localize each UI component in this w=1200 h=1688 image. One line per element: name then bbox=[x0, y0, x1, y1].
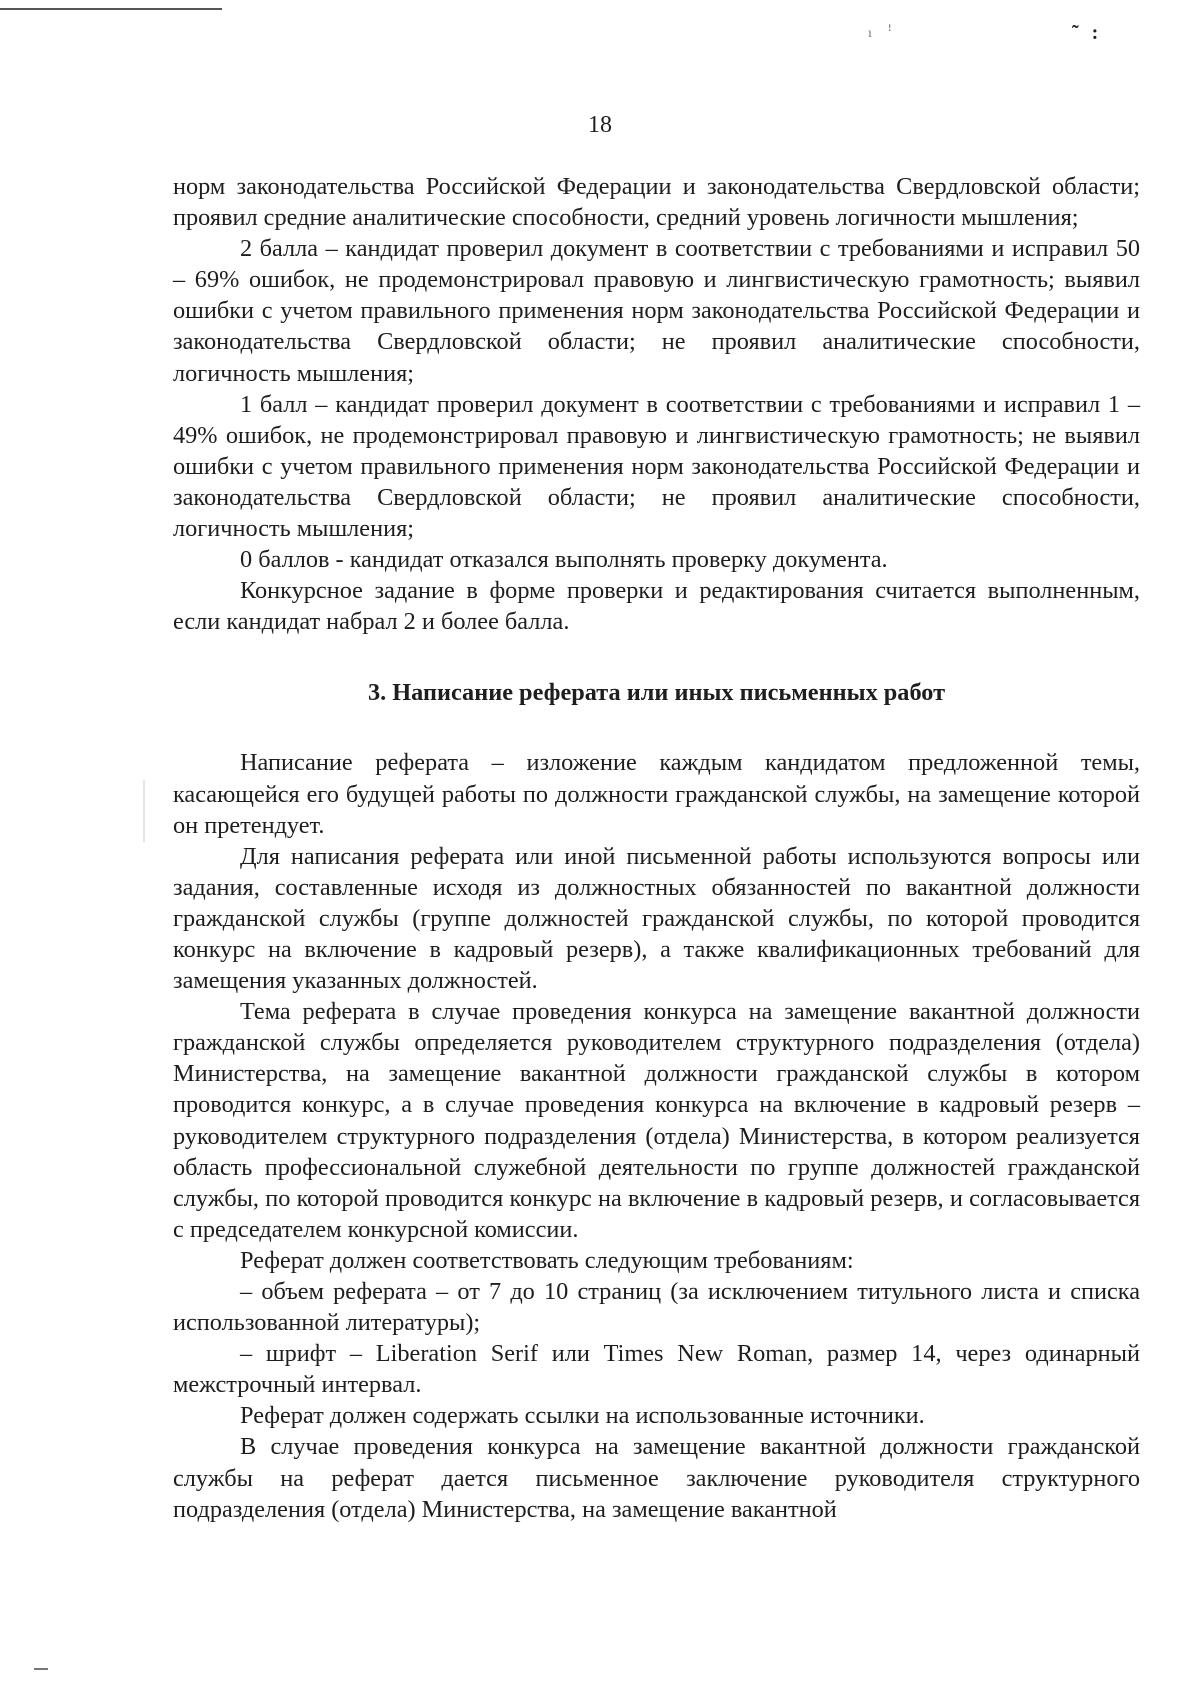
section-heading: 3. Написание реферата или иных письменных работ bbox=[367, 679, 946, 707]
list-item-font: – шрифт – Liberation Serif или Times New Roman, размер 14, через одинарный межстрочный интервал. bbox=[173, 1340, 1140, 1399]
paragraph-requirements-intro: Реферат должен соответствовать следующим требованиям: bbox=[240, 1246, 854, 1274]
scan-artifact-dash bbox=[34, 1668, 48, 1670]
paragraph-score-2: 2 балла – кандидат проверил документ в соответствии с требованиями и исправил 50 – 69% ошибок, не продемонстрировал правовую и лингвистическую грамотность; выявил ошибки с учетом правильного применения норм законодательства Российской Федерации и законодательства Свердловской области; не проявил аналитические способности, логичность мышления; bbox=[173, 235, 1140, 387]
scan-artifact-smudge bbox=[143, 780, 145, 842]
paragraph-references: Реферат должен содержать ссылки на использованные источники. bbox=[240, 1402, 925, 1430]
paragraph-completion-rule: Конкурсное задание в форме проверки и редактирования считается выполненным, если кандидат набрал 2 и более балла. bbox=[173, 577, 1140, 636]
paragraph-score-1: 1 балл – кандидат проверил документ в соответствии с требованиями и исправил 1 – 49% ошибок, не продемонстрировал правовую и лингвистическую грамотность; не выявил ошибки с учетом правильного применения норм законодательства Российской Федерации и законодательства Свердловской области; не проявил аналитические способности, логичность мышления; bbox=[173, 390, 1140, 543]
scan-artifact-line bbox=[0, 8, 222, 10]
paragraph-score-0: 0 баллов - кандидат отказался выполнять проверку документа. bbox=[240, 546, 888, 574]
paragraph-conclusion: В случае проведения конкурса на замещение вакантной должности гражданской службы на реферат дается письменное заключение руководителя структурного подразделения (отдела) Министерства, на замещение вакантной bbox=[173, 1433, 1140, 1523]
paragraph-definition: Написание реферата – изложение каждым кандидатом предложенной темы, касающейся его будущей работы по должности гражданской службы, на замещение которой он претендует. bbox=[173, 749, 1140, 839]
paragraph-continuation: норм законодательства Российской Федерации и законодательства Свердловской области; проявил средние аналитические способности, средний уровень логичности мышления; bbox=[173, 173, 1140, 232]
paragraph-topic: Тема реферата в случае проведения конкурса на замещение вакантной должности гражданской службы определяется руководителем структурного подразделения (отдела) Министерства, на замещение вакантной должности гражданской службы в котором проводится конкурс, а в случае проведения конкурса на включение в кадровый резерв – руководителем структурного подразделения (отдела) Министерства, в котором реализуется область профессиональной служебной деятельности по группе должностей гражданской службы, по которой проводится конкурс на включение в кадровый резерв, и согласовывается с председателем конкурсной комиссии. bbox=[173, 998, 1140, 1243]
paragraph-questions: Для написания реферата или иной письменной работы используются вопросы или задания, составленные исходя из должностных обязанностей по вакантной должности гражданской службы (группе должностей гражданской службы, по которой проводится конкурс на включение в кадровый резерв), а также квалификационных требований для замещения указанных должностей. bbox=[173, 842, 1140, 995]
page-number: 18 bbox=[588, 112, 612, 138]
scan-artifact-marks: ı ꜝ bbox=[868, 26, 899, 41]
document-body bbox=[173, 171, 1140, 1525]
scan-artifact-marks: ˜ : bbox=[1072, 22, 1103, 44]
list-item-volume: – объем реферата – от 7 до 10 страниц (за исключением титульного листа и списка использованной литературы); bbox=[173, 1278, 1140, 1337]
